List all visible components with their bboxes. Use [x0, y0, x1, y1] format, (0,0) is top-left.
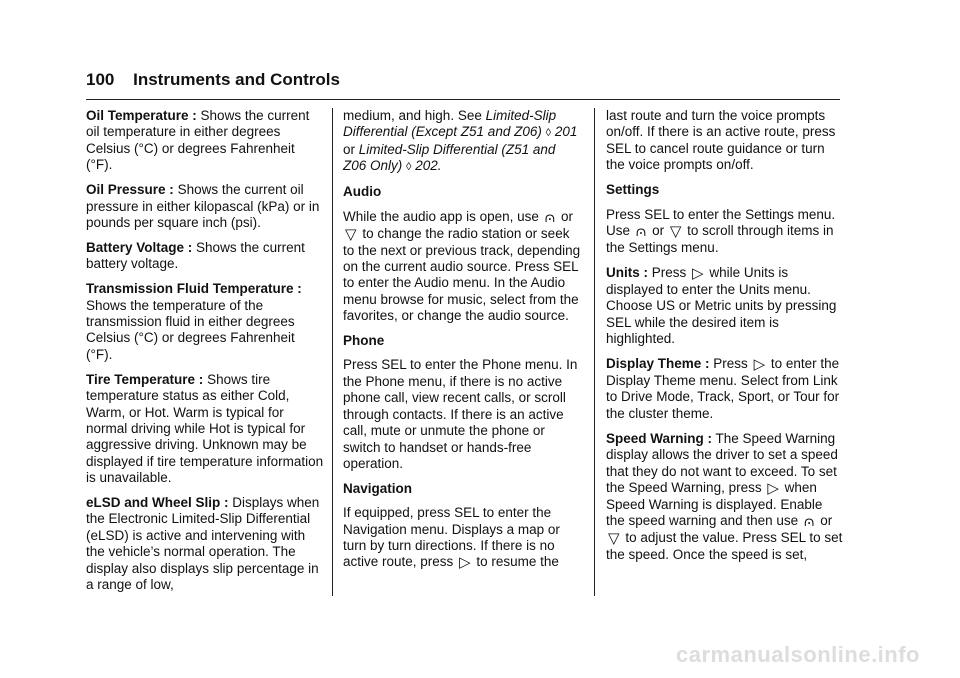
link-lsd-only[interactable]: Limited-Slip Differential (Z51 and Z06 Only): [343, 141, 556, 174]
settings-paragraph: [606, 207, 844, 257]
theme-text-b: to enter the Display Theme menu. Select from Link to Drive Mode, Track, Sport, or Tour for the cluster theme.: [606, 355, 840, 421]
desc-oil-temperature: Shows the current oil temperature in either degrees Celsius (°C) or degrees Fahrenheit (°F).: [86, 108, 310, 173]
watermark: carmanualsonline.info: [676, 642, 920, 667]
right-arrow-icon: ▷: [767, 479, 779, 497]
down-arrow-icon: ▽: [345, 225, 357, 243]
audio-text-a: While the audio app is open, use: [343, 208, 539, 224]
or-text: or: [343, 141, 356, 157]
theme-text-a: Press: [713, 355, 748, 371]
page-ref-201[interactable]: 201: [554, 124, 578, 140]
units-text-b: while Units is displayed to enter the Units menu. Choose US or Metric units by pressing SEL while the desired item is highlighted.: [606, 264, 837, 347]
entry-oil-temperature: [86, 108, 324, 174]
column-3: [606, 108, 844, 572]
or-text: or: [820, 513, 833, 529]
right-arrow-icon: ▷: [692, 264, 704, 282]
entry-elsd-wheel-slip: [86, 495, 324, 593]
page-ref-202[interactable]: 202.: [415, 158, 442, 174]
right-arrow-icon: ▷: [459, 554, 471, 572]
header-rule: [86, 99, 840, 100]
page-ref-icon: ◊: [406, 161, 412, 174]
desc-tire-temperature: Shows tire temperature status as either Cold, Warm, or Hot. Warm is typical for normal driving while Hot is typical for aggressive driving. Unknown may be displayed if tire temperature information is unavailable.: [86, 371, 324, 486]
speed-text-a: The Speed Warning display allows the driver to set a speed that they do not want to exceed. To set the Speed Warning, press: [606, 430, 838, 495]
audio-paragraph: [343, 209, 581, 325]
term-oil-temperature: Oil Temperature :: [86, 108, 197, 123]
column-2: [343, 108, 581, 580]
entry-speed-warning: [606, 431, 844, 564]
up-arrow-icon: ⩀: [635, 222, 647, 240]
entry-display-theme: [606, 356, 844, 422]
right-arrow-icon: ▷: [753, 355, 766, 373]
cross-reference-paragraph: [343, 108, 581, 176]
navigation-continued: last route and turn the voice prompts on/off. If there is an active route, press SEL to cancel route guidance or turn the voice prompts on/off.: [606, 108, 836, 173]
down-arrow-icon: ▽: [669, 222, 682, 240]
column-divider-2: [594, 108, 595, 596]
desc-oil-pressure: Shows the current oil pressure in either kilopascal (kPa) or in pounds per square inch (psi).: [86, 182, 320, 230]
term-battery-voltage: Battery Voltage :: [86, 239, 193, 255]
or-text: or: [652, 222, 665, 238]
column-1: [86, 108, 324, 602]
up-arrow-icon: ⩀: [803, 513, 815, 531]
page-ref-icon: ◊: [545, 127, 552, 140]
page-number: 100: [86, 70, 115, 89]
entry-units: [606, 265, 844, 348]
page-header: [86, 70, 840, 90]
audio-text-b: to change the radio station or seek to the next or previous track, depending on the current audio source. Press SEL to enter the Audio menu. In the Audio menu browse for music, select from the favorites, or change the audio source.: [343, 225, 581, 324]
phone-paragraph: Press SEL to enter the Phone menu. In the Phone menu, if there is no active phone call, view recent calls, or scroll through contacts. If there is an active call, mute or unmute the phone or switch to handset or hands-free operation.: [343, 357, 578, 471]
term-tire-temperature: Tire Temperature :: [86, 371, 204, 387]
or-text: or: [560, 208, 573, 224]
speed-text-c: to adjust the value. Press SEL to set the speed. Once the speed is set,: [606, 530, 843, 563]
entry-tire-temperature: [86, 372, 324, 487]
navigation-text-a: If equipped, press SEL to enter the Navigation menu. Displays a map or turn by turn directions. If there is no active route, press: [343, 505, 560, 570]
entry-transmission-fluid: [86, 281, 324, 363]
term-elsd-wheel-slip: eLSD and Wheel Slip :: [86, 495, 229, 511]
desc-battery-voltage: Shows the current battery voltage.: [86, 239, 305, 272]
settings-text-a: Press SEL to enter the Settings menu. Use: [606, 206, 836, 238]
link-lsd-except[interactable]: Limited-Slip Differential (Except Z51 and Z06): [343, 108, 557, 140]
desc-elsd-wheel-slip: Displays when the Electronic Limited-Slip Differential (eLSD) is active and intervening with the vehicle’s normal operation. The display also displays slip percentage in a range of low,: [86, 495, 320, 593]
navigation-text-b: to resume the: [476, 554, 559, 570]
heading-phone: Phone: [343, 333, 385, 349]
navigation-paragraph: [343, 505, 581, 571]
speed-text-b: when Speed Warning is displayed. Enable the speed warning and then use: [606, 479, 823, 529]
units-text-a: Press: [651, 264, 687, 280]
section-title: Instruments and Controls: [133, 70, 340, 89]
column-divider-1: [332, 108, 333, 596]
settings-text-b: to scroll through items in the Settings menu.: [606, 222, 834, 255]
up-arrow-icon: ⩀: [544, 208, 556, 226]
entry-oil-pressure: [86, 182, 324, 231]
continued-text: medium, and high. See: [343, 108, 482, 123]
term-display-theme: Display Theme :: [606, 355, 710, 371]
heading-audio: Audio: [343, 184, 382, 200]
entry-battery-voltage: [86, 240, 324, 273]
term-oil-pressure: Oil Pressure :: [86, 182, 174, 198]
term-units: Units :: [606, 264, 648, 280]
heading-settings: Settings: [606, 182, 660, 198]
down-arrow-icon: ▽: [608, 530, 620, 548]
term-speed-warning: Speed Warning :: [606, 430, 713, 446]
desc-transmission-fluid: Shows the temperature of the transmission fluid in either degrees Celsius (°C) or degrees Fahrenheit (°F).: [86, 297, 295, 362]
term-transmission-fluid: Transmission Fluid Temperature :: [86, 281, 302, 297]
heading-navigation: Navigation: [343, 480, 413, 496]
